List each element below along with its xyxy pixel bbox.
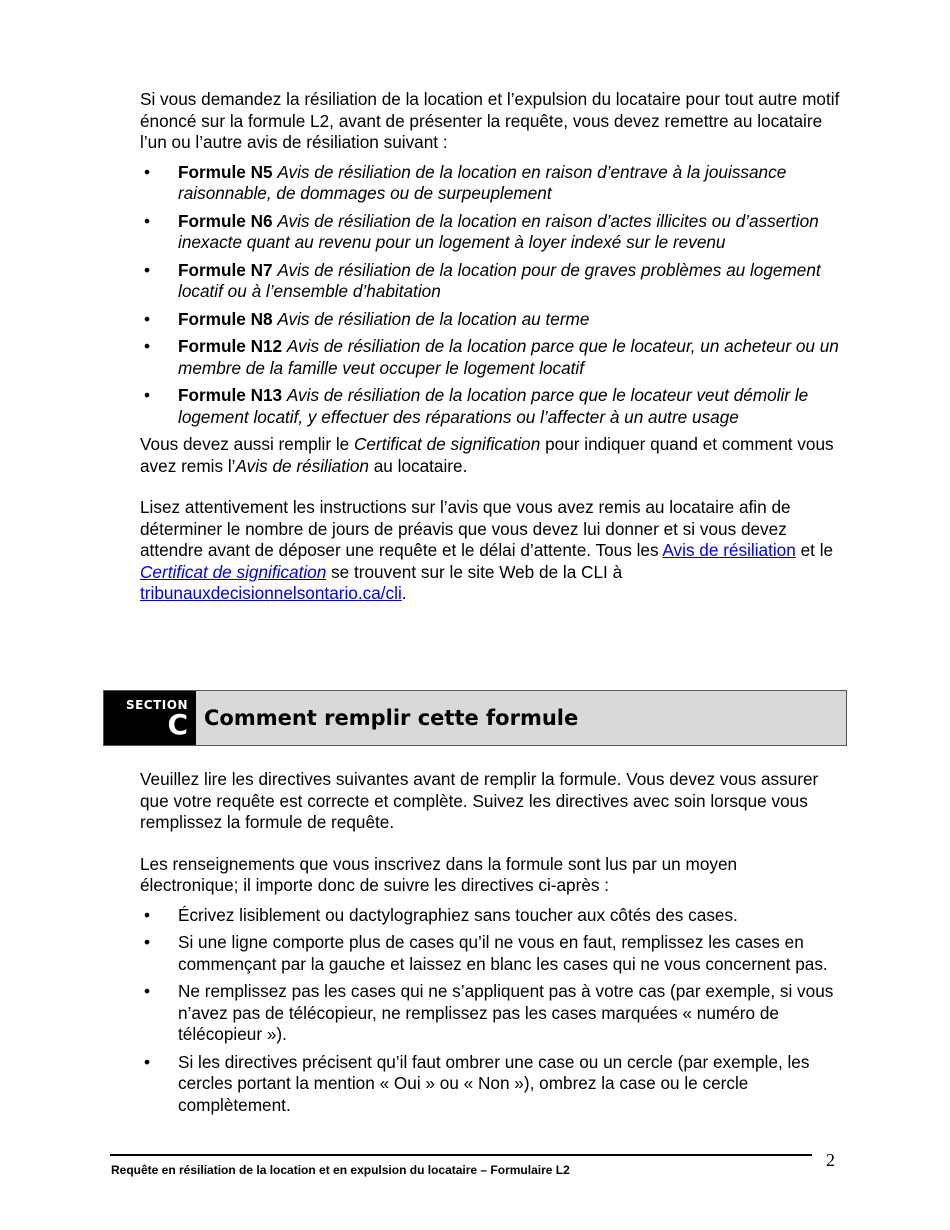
list-item [140,260,840,303]
text-run: Vous devez aussi remplir le [140,434,354,454]
section-title: Comment remplir cette formule [204,706,579,730]
text-run: Lisez attentivement les instructions sur l’avis que vous avez remis au locataire afin de déterminer le nombre de jours de préavis que vous devez lui donner et si vous devez attendre avant de déposer une requête et le délai d’attente. Tous les [140,497,791,560]
section-letter: C [167,708,188,741]
list-item [140,162,840,205]
footer-title: Requête en résiliation de la location et en expulsion du locataire – Formulaire L2 [111,1163,570,1177]
text-run-italic: Certificat de signification [354,434,541,454]
notice-forms-list [140,162,840,429]
text-run: se trouvent sur le site Web de la CLI à [326,561,623,582]
text-run: . [401,583,407,603]
form-title: Avis de résiliation de la location parce que le locateur veut démolir le logement locatif, y effectuer des réparations ou l’affecter à un autre usage [178,385,809,427]
page-number: 2 [826,1150,835,1170]
form-title: Avis de résiliation de la location en raison d’entrave à la jouissance raisonnable, de dommages ou de surpeuplement [178,161,787,203]
list-item [140,336,840,379]
notices-link[interactable]: Avis de résiliation [662,540,796,560]
list-item: • Si une ligne comporte plus de cases qu’il ne vous en faut, remplissez les cases en commençant par la gauche et laissez en blanc les cases qui ne vous concernent pas. [140,932,840,975]
form-code: Formule N6 [178,210,273,231]
text-run: au locataire. [368,455,468,476]
list-item: • Si les directives précisent qu’il faut ombrer une case ou un cercle (par exemple, les cercles portant la mention « Oui » ou « Non »), ombrez la case ou le cercle complètement. [140,1052,840,1117]
certificate-link[interactable]: Certificat de signification [140,561,327,582]
instructions-paragraph [140,497,840,605]
section-word: SECTION [125,698,188,712]
website-link[interactable]: tribunauxdecisionnelsontario.ca/cli [140,583,402,603]
text-run: et le [795,540,834,560]
list-item [140,211,840,254]
intro-paragraph: Si vous demandez la résiliation de la location et l’expulsion du locataire pour tout autre motif énoncé sur la formule L2, avant de présenter la requête, vous devez remettre au locataire l’un ou l’autre avis de résiliation suivant : [140,89,840,152]
section-label-box [104,691,196,745]
section-c-header [103,690,847,746]
form-title: Avis de résiliation de la location parce que le locateur, un acheteur ou un membre de la famille veut occuper le logement locatif [178,336,839,378]
form-code: Formule N13 [178,385,283,405]
page-body-section-c [140,769,840,1122]
certificate-paragraph [140,434,840,477]
list-item [140,309,840,331]
directions-intro-paragraph: Veuillez lire les directives suivantes avant de remplir la formule. Vous devez vous assurer que votre requête est correcte et complète. Suivez les directives avec soin lorsque vous remplissez la formule de requête. [140,769,819,832]
form-code: Formule N12 [178,336,283,356]
text-run-italic: Avis de résiliation [235,455,369,476]
list-item: • Écrivez lisiblement ou dactylographiez sans toucher aux côtés des cases. [140,905,840,927]
page-body-top [140,89,840,605]
list-item: • Ne remplissez pas les cases qui ne s’appliquent pas à votre cas (par exemple, si vous n’avez pas de télécopieur, ne remplissez pas les cases marquées « numéro de télécopieur »). [140,981,840,1046]
form-title: Avis de résiliation de la location en raison d’actes illicites ou d’assertion inexacte quant au revenu pour un logement à loyer indexé sur le revenu [178,210,819,252]
text-run: pour indiquer quand et comment vous avez remis l’ [140,434,834,476]
form-title: Avis de résiliation de la location au terme [277,308,590,329]
form-title: Avis de résiliation de la location pour de graves problèmes au logement locatif ou à l’ensemble d’habitation [178,259,821,301]
form-code: Formule N7 [178,259,273,280]
form-code: Formule N8 [178,308,273,329]
footer-divider [110,1154,812,1156]
electronic-reading-paragraph: Les renseignements que vous inscrivez dans la formule sont lus par un moyen électronique; il importe donc de suivre les directives ci-après : [140,853,738,895]
form-code: Formule N5 [178,161,273,182]
list-item [140,385,840,428]
directives-list [140,905,840,1117]
